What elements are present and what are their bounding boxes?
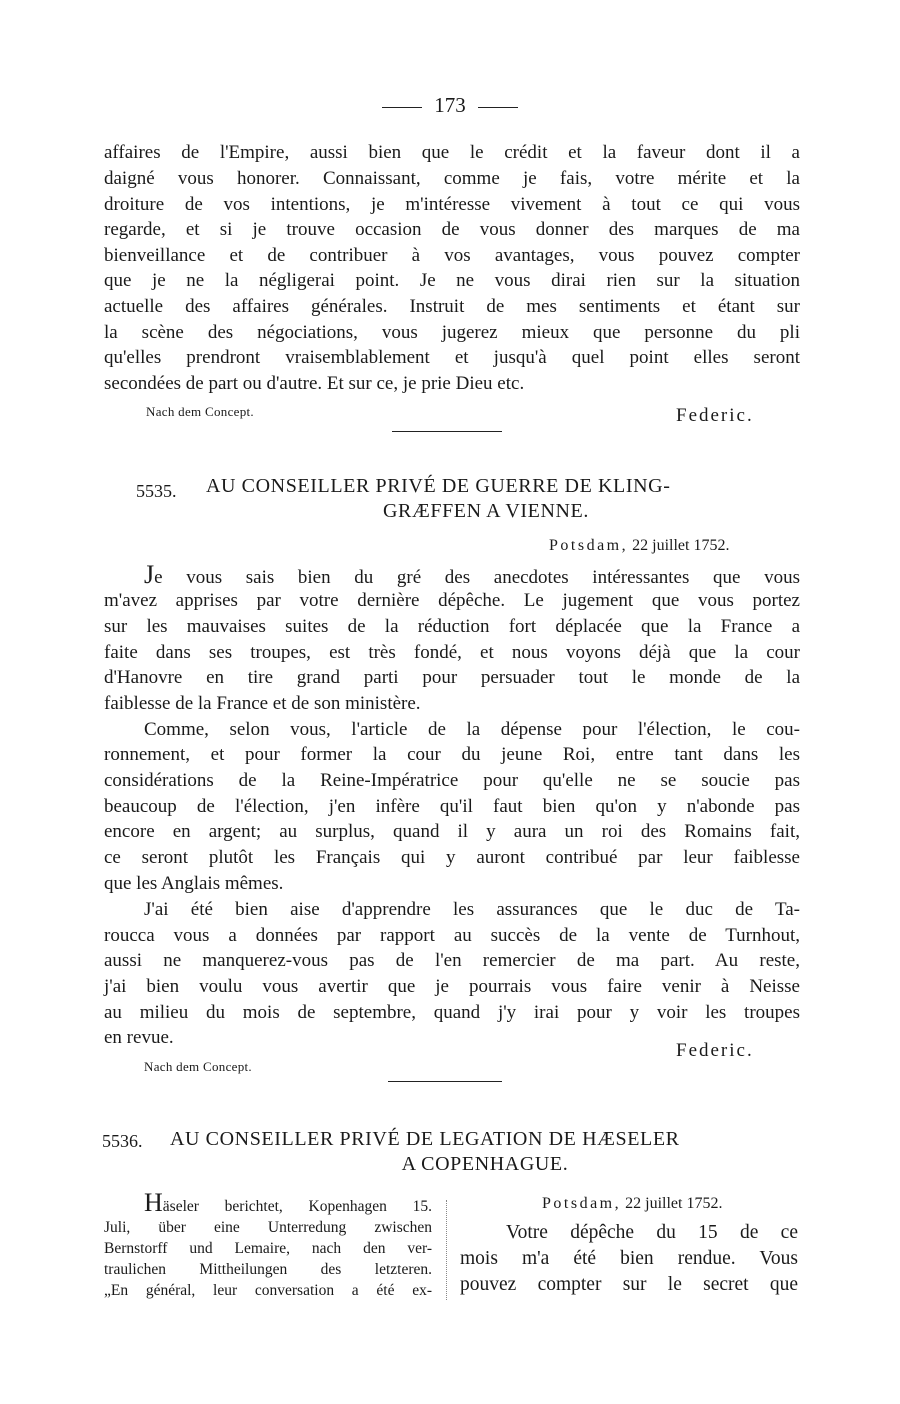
text-line: affaires de l'Empire, aussi bien que le crédit et la faveur dont il a bbox=[104, 142, 800, 163]
source-note: Nach dem Concept. bbox=[144, 1059, 252, 1074]
text-line: mois m'a été bien rendue. Vous bbox=[460, 1248, 798, 1269]
letter-number: 5535. bbox=[136, 481, 177, 501]
text-line: m'avez apprises par votre dernière dépêche. Le jugement que vous portez bbox=[104, 590, 800, 611]
text-line: j'ai bien voulu vous avertir que je pourrais vous faire venir à Neisse bbox=[104, 976, 800, 997]
text-line: considérations de la Reine-Impératrice pour qu'elle ne se soucie pas bbox=[104, 770, 800, 791]
text-line: au milieu du mois de septembre, quand j'y irai pour y voir les troupes bbox=[104, 1002, 800, 1023]
signature: Federic. bbox=[676, 1040, 754, 1061]
summary-line: „En général, leur conversation a été ex- bbox=[104, 1282, 432, 1299]
text-line: Votre dépêche du 15 de ce bbox=[506, 1222, 798, 1243]
summary-line: traulichen Mittheilungen des letzteren. bbox=[104, 1261, 432, 1278]
text-line: daigné vous honorer. Connaissant, comme je fais, votre mérite et la bbox=[104, 168, 800, 189]
letter-heading-line2: GRÆFFEN A VIENNE. bbox=[383, 500, 589, 522]
text-line: J'ai été bien aise d'apprendre les assurances que le duc de Ta- bbox=[144, 899, 800, 920]
place: Potsdam, bbox=[542, 1195, 622, 1212]
text-line: actuelle des affaires générales. Instruit de mes sentiments et étant sur bbox=[104, 296, 800, 317]
column-divider bbox=[446, 1200, 447, 1300]
section-rule bbox=[392, 431, 502, 432]
letter-heading-line1: AU CONSEILLER PRIVÉ DE GUERRE DE KLING- bbox=[206, 475, 671, 497]
text-line: la scène des négociations, vous jugerez mieux que personne du pli bbox=[104, 322, 800, 343]
letter-heading-line2: A COPENHAGUE. bbox=[401, 1153, 569, 1175]
page-number-dash-right bbox=[478, 107, 518, 108]
text-line: ronnement, et pour former la cour du jeune Roi, entre tant dans les bbox=[104, 744, 800, 765]
text-line: qu'elles prendront vraisemblablement et jusqu'à quel point elles seront bbox=[104, 347, 800, 368]
signature: Federic. bbox=[676, 405, 754, 426]
summary-line: Bernstorff und Lemaire, nach den ver- bbox=[104, 1240, 432, 1257]
page-number-dash-left bbox=[382, 107, 422, 108]
text-line: que les Anglais mêmes. bbox=[104, 873, 284, 894]
section-rule bbox=[388, 1081, 502, 1082]
text-line: secondées de part ou d'autre. Et sur ce, je prie Dieu etc. bbox=[104, 373, 525, 394]
text-line: Comme, selon vous, l'article de la dépense pour l'élection, le cou- bbox=[144, 719, 800, 740]
place-date bbox=[542, 1195, 722, 1213]
text-line: faite dans ses troupes, est très fondé, et nous voyons déjà que la cour bbox=[104, 642, 800, 663]
text-line: droiture de vos intentions, je m'intéresse vivement à tout ce qui vous bbox=[104, 194, 800, 215]
page-number: 173 bbox=[370, 93, 530, 118]
text-line: ce seront plutôt les Français qui y auront contribué par leur faiblesse bbox=[104, 847, 800, 868]
letter-number: 5536. bbox=[102, 1131, 143, 1151]
summary-line: Juli, über eine Unterredung zwischen bbox=[104, 1219, 432, 1236]
letter-heading-line1: AU CONSEILLER PRIVÉ DE LEGATION DE HÆSELER bbox=[170, 1128, 680, 1150]
text-line: sur les mauvaises suites de la réduction fort déplacée que la France a bbox=[104, 616, 800, 637]
place: Potsdam, bbox=[549, 537, 629, 554]
date: 22 juillet 1752. bbox=[632, 537, 730, 554]
text-line: encore en argent; au surplus, quand il y aura un roi des Romains fait, bbox=[104, 821, 800, 842]
place-date bbox=[549, 537, 729, 555]
text-line: roucca vous a données par rapport au succès de la vente de Turnhout, bbox=[104, 925, 800, 946]
text-line: d'Hanovre en tire grand parti pour persuader tout le monde de la bbox=[104, 667, 800, 688]
drop-cap: J bbox=[144, 560, 155, 589]
summary-line-first: Häseler berichtet, Kopenhagen 15. bbox=[144, 1188, 432, 1217]
text-line: aussi ne manquerez-vous pas de l'en remercier de ma part. Au reste, bbox=[104, 950, 800, 971]
text-line: regarde, et si je trouve occasion de vous donner des marques de ma bbox=[104, 219, 800, 240]
text-line: que je ne la négligerai point. Je ne vous dirai rien sur la situation bbox=[104, 270, 800, 291]
drop-cap: H bbox=[144, 1188, 163, 1217]
source-note: Nach dem Concept. bbox=[146, 404, 254, 419]
text-line: en revue. bbox=[104, 1027, 174, 1048]
text-line: faiblesse de la France et de son ministère. bbox=[104, 693, 421, 714]
text-line: beaucoup de l'élection, j'en infère qu'il faut bien qu'on y n'abonde pas bbox=[104, 796, 800, 817]
text-line: bienveillance et de contribuer à vos avantages, vous pouvez compter bbox=[104, 245, 800, 266]
text-line-first: Je vous sais bien du gré des anecdotes intéressantes que vous bbox=[144, 560, 800, 589]
date: 22 juillet 1752. bbox=[625, 1195, 723, 1212]
text-line: pouvez compter sur le secret que bbox=[460, 1274, 798, 1295]
